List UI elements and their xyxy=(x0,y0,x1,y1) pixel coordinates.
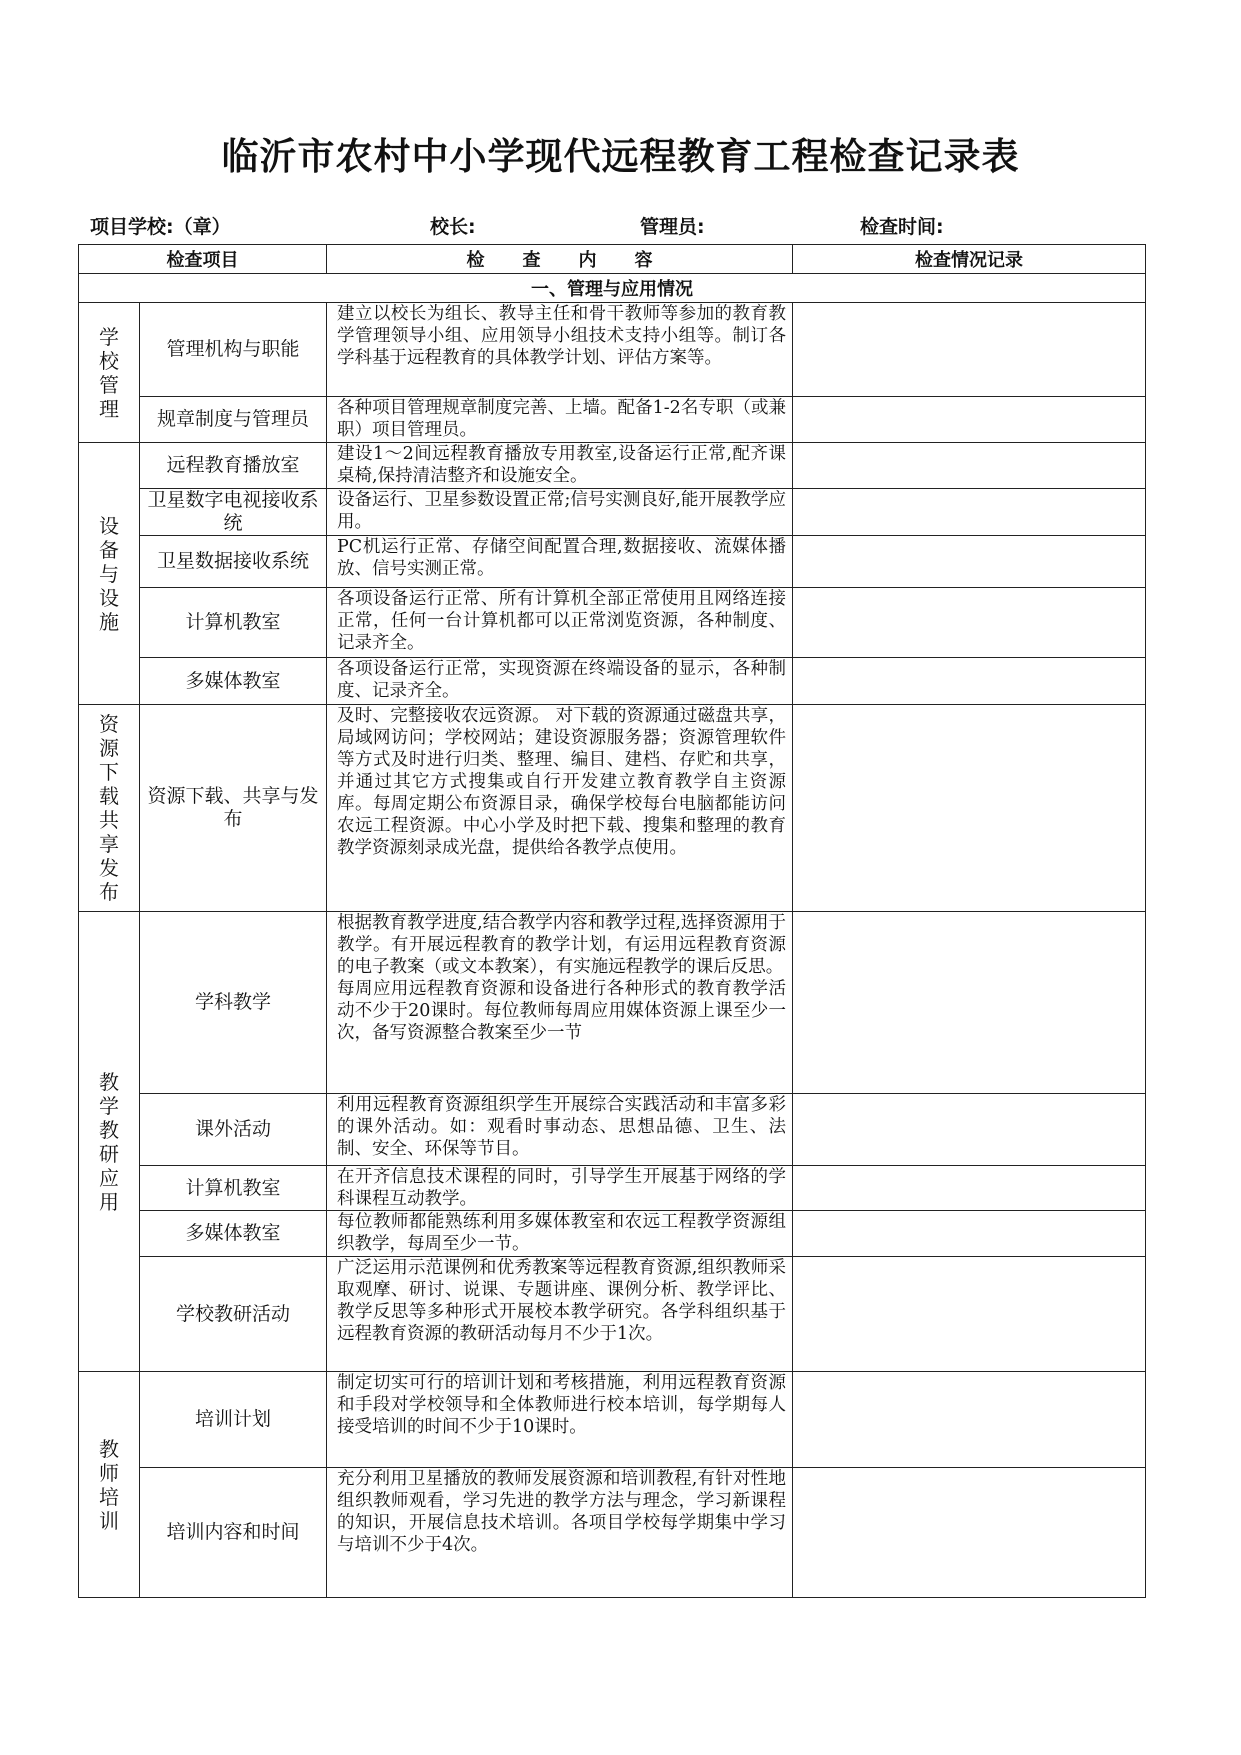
content-cell xyxy=(327,658,793,705)
item-label: 培训计划 xyxy=(140,1372,327,1468)
item-label: 学科教学 xyxy=(140,912,327,1094)
principal-label: 校长: xyxy=(430,216,476,238)
content-text: 利用远程教育资源组织学生开展综合实践活动和丰富多彩的课外活动。如：观看时事动态、思想品德、卫生、法制、安全、环保等节目。 xyxy=(337,1095,786,1159)
record-cell[interactable] xyxy=(793,658,1146,705)
item-label: 资源下载、共享与发布 xyxy=(140,705,327,912)
table-row xyxy=(79,588,1146,658)
section-title: 一、管理与应用情况 xyxy=(79,274,1146,303)
item-label: 计算机教室 xyxy=(140,588,327,658)
item-label: 管理机构与职能 xyxy=(140,303,327,397)
content-text: 每位教师都能熟练利用多媒体教室和农远工程教学资源组织教学，每周至少一节。 xyxy=(337,1212,786,1254)
category-label: 教师培训 xyxy=(99,1436,119,1533)
content-text: 制定切实可行的培训计划和考核措施，利用远程教育资源和手段对学校领导和全体教师进行校本培训，每学期每人接受培训的时间不少于10课时。 xyxy=(337,1373,786,1437)
content-cell xyxy=(327,705,793,912)
record-cell[interactable] xyxy=(793,1257,1146,1372)
record-cell[interactable] xyxy=(793,1468,1146,1598)
content-text: PC机运行正常、存储空间配置合理,数据接收、流媒体播放、信号实测正常。 xyxy=(337,537,786,579)
inspection-table xyxy=(78,244,1146,1598)
content-cell xyxy=(327,1166,793,1211)
header-content: 检查内容 xyxy=(327,245,793,274)
category-cell xyxy=(79,705,140,912)
record-cell[interactable] xyxy=(793,588,1146,658)
item-label: 多媒体教室 xyxy=(140,1211,327,1257)
content-cell xyxy=(327,397,793,443)
category-cell xyxy=(79,912,140,1372)
content-text: 建设1～2间远程教育播放专用教室,设备运行正常,配齐课桌椅,保持清洁整齐和设施安全。 xyxy=(337,444,786,486)
category-cell xyxy=(79,303,140,443)
content-cell xyxy=(327,912,793,1094)
content-cell xyxy=(327,1094,793,1166)
content-text: 各项设备运行正常、所有计算机全部正常使用且网络连接正常，任何一台计算机都可以正常浏览资源，各种制度、记录齐全。 xyxy=(337,589,786,653)
content-text: 建立以校长为组长、教导主任和骨干教师等参加的教育教学管理领导小组、应用领导小组技术支持小组等。制订各学科基于远程教育的具体教学计划、评估方案等。 xyxy=(337,304,786,368)
item-label: 卫星数字电视接收系统 xyxy=(140,489,327,536)
content-text: 充分利用卫星播放的教师发展资源和培训教程,有针对性地组织教师观看，学习先进的教学方法与理念，学习新课程的知识，开展信息技术培训。各项目学校每学期集中学习与培训不少于4次。 xyxy=(337,1469,786,1555)
content-text: 广泛运用示范课例和优秀教案等远程教育资源,组织教师采取观摩、研讨、说课、专题讲座、课例分析、教学评比、教学反思等多种形式开展校本教学研究。各学科组织基于远程教育资源的教研活动每月不少于1次。 xyxy=(337,1258,786,1344)
table-row xyxy=(79,303,1146,397)
category-label: 学校管理 xyxy=(99,324,119,421)
table-row xyxy=(79,443,1146,489)
school-label: 项目学校:（章） xyxy=(90,216,231,238)
content-cell xyxy=(327,536,793,588)
content-text: 在开齐信息技术课程的同时，引导学生开展基于网络的学科课程互动教学。 xyxy=(337,1167,786,1209)
table-row xyxy=(79,1094,1146,1166)
content-cell xyxy=(327,443,793,489)
item-label: 多媒体教室 xyxy=(140,658,327,705)
table-row xyxy=(79,912,1146,1094)
record-cell[interactable] xyxy=(793,489,1146,536)
category-cell xyxy=(79,1372,140,1598)
category-label: 资源下载共享发布 xyxy=(99,712,119,904)
content-cell xyxy=(327,1468,793,1598)
table-row xyxy=(79,1468,1146,1598)
content-cell xyxy=(327,1211,793,1257)
table-row xyxy=(79,705,1146,912)
table-row xyxy=(79,1257,1146,1372)
content-cell xyxy=(327,1257,793,1372)
category-cell xyxy=(79,443,140,705)
table-row xyxy=(79,1166,1146,1211)
table-row xyxy=(79,397,1146,443)
record-cell[interactable] xyxy=(793,705,1146,912)
item-label: 远程教育播放室 xyxy=(140,443,327,489)
page-title: 临沂市农村中小学现代远程教育工程检查记录表 xyxy=(221,135,1020,178)
admin-label: 管理员: xyxy=(640,216,705,238)
content-cell xyxy=(327,588,793,658)
table-row xyxy=(79,536,1146,588)
record-cell[interactable] xyxy=(793,443,1146,489)
item-label: 学校教研活动 xyxy=(140,1257,327,1372)
item-label: 课外活动 xyxy=(140,1094,327,1166)
category-label: 教学教研应用 xyxy=(99,1069,119,1214)
check-time-label: 检查时间: xyxy=(860,216,944,238)
content-text: 各种项目管理规章制度完善、上墙。配备1-2名专职（或兼职）项目管理员。 xyxy=(337,398,786,440)
content-cell xyxy=(327,1372,793,1468)
content-text: 每周应用远程教育资源和设备进行各种形式的教育教学活动不少于20课时。每位教师每周应用媒体资源上课至少一次，备写资源整合教案至少一节 xyxy=(337,979,786,1043)
item-label: 计算机教室 xyxy=(140,1166,327,1211)
record-cell[interactable] xyxy=(793,536,1146,588)
content-cell xyxy=(327,303,793,397)
table-row xyxy=(79,489,1146,536)
section-row xyxy=(79,274,1146,303)
item-label: 卫星数据接收系统 xyxy=(140,536,327,588)
content-text: 根据教育教学进度,结合教学内容和教学过程,选择资源用于教学。有开展远程教育的教学计划，有运用远程教育资源的电子教案（或文本教案），有实施远程教学的课后反思。 xyxy=(337,913,786,977)
table-row xyxy=(79,1211,1146,1257)
header-item: 检查项目 xyxy=(79,245,327,274)
content-text: 及时、完整接收农远资源。 对下载的资源通过磁盘共享，局域网访问；学校网站；建设资源服务器；资源管理软件等方式及时进行归类、整理、编目、建档、存贮和共享，并通过其它方式搜集或自行开发建立教育教学自主资源库。每周定期公布资源目录，确保学校每台电脑都能访问农远工程资源。中心小学及时把下载、搜集和整理的教育教学资源刻录成光盘，提供给各教学点使用。 xyxy=(337,706,786,858)
category-label: 设备与设施 xyxy=(99,513,119,634)
record-cell[interactable] xyxy=(793,912,1146,1094)
content-text: 各项设备运行正常，实现资源在终端设备的显示，各种制度、记录齐全。 xyxy=(337,659,786,701)
item-label: 培训内容和时间 xyxy=(140,1468,327,1598)
content-cell xyxy=(327,489,793,536)
record-cell[interactable] xyxy=(793,1166,1146,1211)
record-cell[interactable] xyxy=(793,1094,1146,1166)
record-cell[interactable] xyxy=(793,303,1146,397)
record-cell[interactable] xyxy=(793,1211,1146,1257)
header-row xyxy=(79,245,1146,274)
record-cell[interactable] xyxy=(793,1372,1146,1468)
record-cell[interactable] xyxy=(793,397,1146,443)
item-label: 规章制度与管理员 xyxy=(140,397,327,443)
table-row xyxy=(79,1372,1146,1468)
header-record: 检查情况记录 xyxy=(793,245,1146,274)
table-row xyxy=(79,658,1146,705)
content-text: 设备运行、卫星参数设置正常;信号实测良好,能开展教学应用。 xyxy=(337,490,786,532)
table-body xyxy=(79,303,1146,1598)
